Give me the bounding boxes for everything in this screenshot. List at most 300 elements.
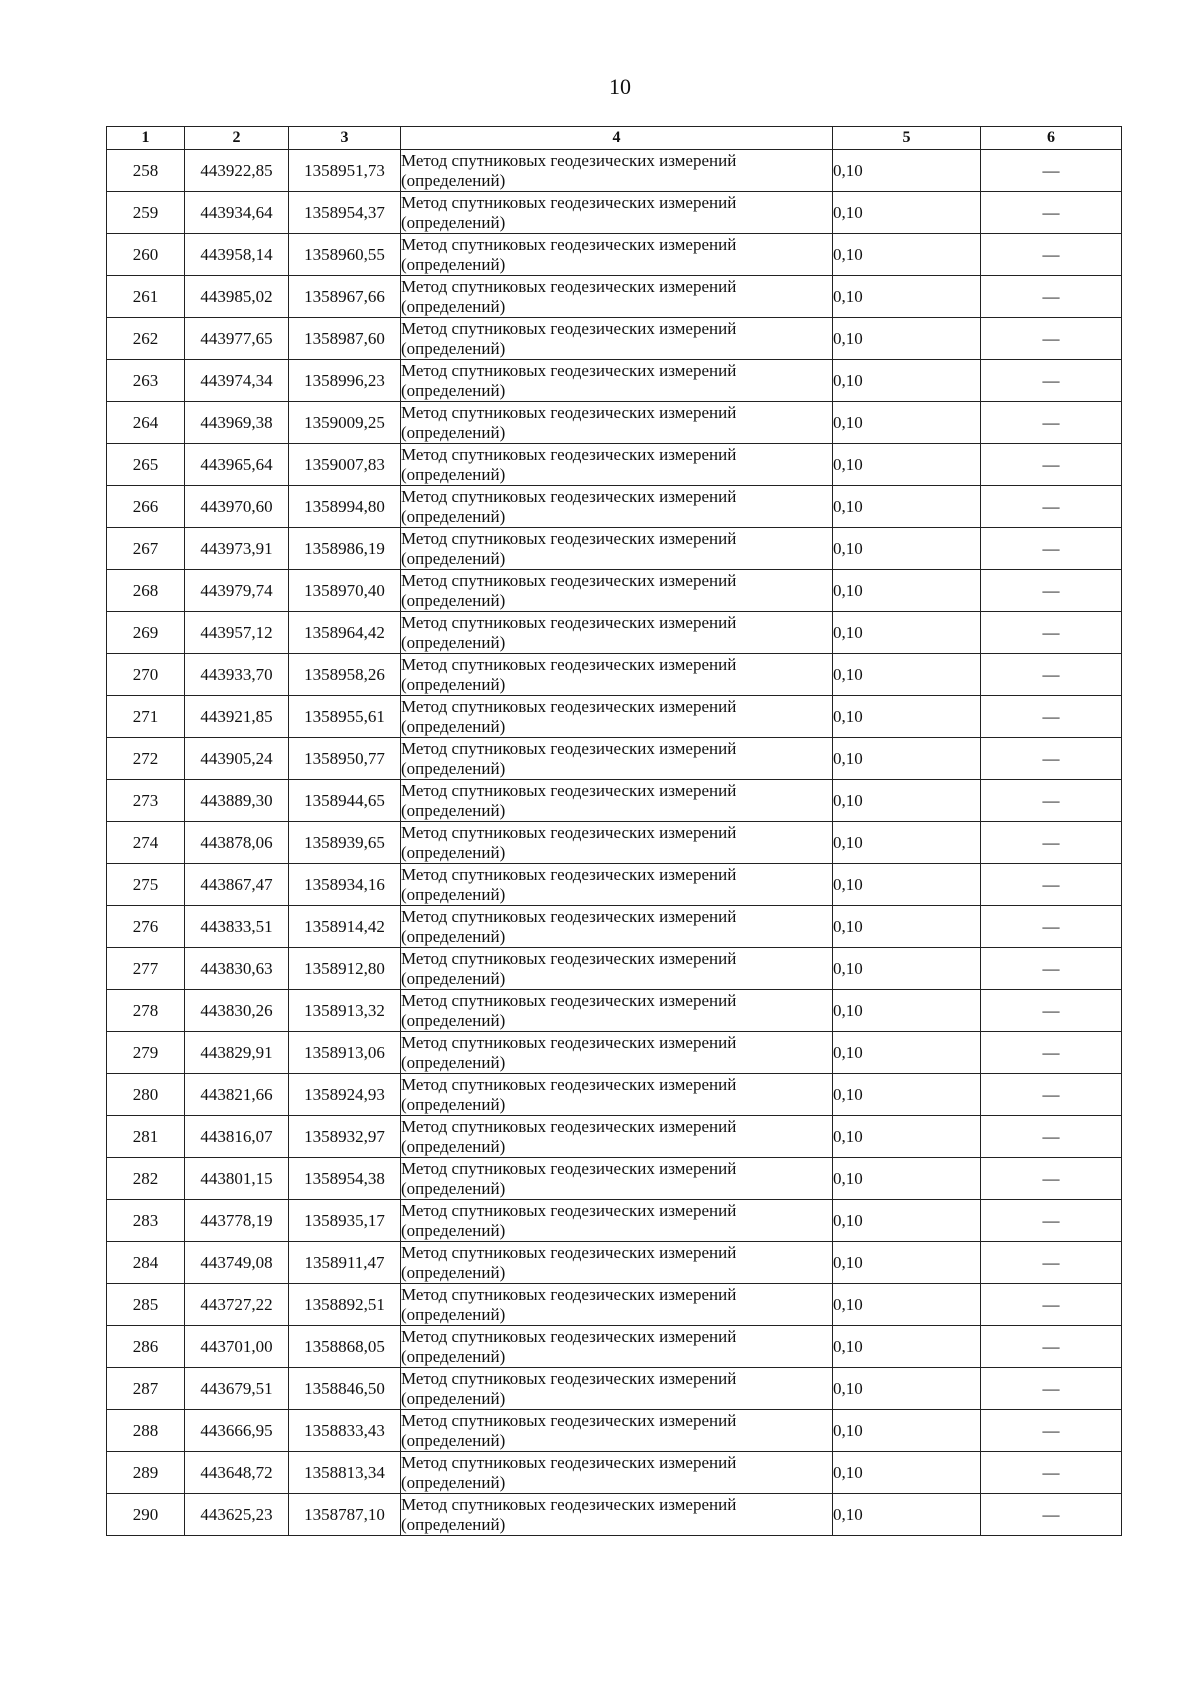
table-row <box>107 654 1122 696</box>
note-cell: — <box>981 1368 1122 1410</box>
accuracy-cell: 0,10 <box>833 402 981 444</box>
method-text-line-2: (определений) <box>401 1052 506 1072</box>
y-coordinate-cell: 1358813,34 <box>289 1452 401 1494</box>
x-coordinate-cell: 443933,70 <box>185 654 289 696</box>
y-coordinate-cell: 1358954,37 <box>289 192 401 234</box>
point-number-cell: 284 <box>107 1242 185 1284</box>
method-text-line-1: Метод спутниковых геодезических измерений <box>401 822 737 842</box>
method-text-line-1: Метод спутниковых геодезических измерений <box>401 360 737 380</box>
point-number-cell: 280 <box>107 1074 185 1116</box>
x-coordinate-cell: 443958,14 <box>185 234 289 276</box>
point-number-cell: 264 <box>107 402 185 444</box>
method-cell <box>401 1494 833 1536</box>
x-coordinate-cell: 443974,34 <box>185 360 289 402</box>
note-cell: — <box>981 1284 1122 1326</box>
accuracy-cell: 0,10 <box>833 1326 981 1368</box>
accuracy-cell: 0,10 <box>833 1452 981 1494</box>
x-coordinate-cell: 443648,72 <box>185 1452 289 1494</box>
table-row <box>107 1074 1122 1116</box>
method-text-line-2: (определений) <box>401 212 506 232</box>
method-cell <box>401 612 833 654</box>
method-text-line-1: Метод спутниковых геодезических измерений <box>401 402 737 422</box>
table-row <box>107 360 1122 402</box>
method-text-line-1: Метод спутниковых геодезических измерений <box>401 1368 737 1388</box>
accuracy-cell: 0,10 <box>833 444 981 486</box>
x-coordinate-cell: 443625,23 <box>185 1494 289 1536</box>
x-coordinate-cell: 443867,47 <box>185 864 289 906</box>
method-text-line-2: (определений) <box>401 1010 506 1030</box>
point-number-cell: 273 <box>107 780 185 822</box>
table-row <box>107 1158 1122 1200</box>
accuracy-cell: 0,10 <box>833 570 981 612</box>
accuracy-cell: 0,10 <box>833 906 981 948</box>
table-row <box>107 1284 1122 1326</box>
method-cell <box>401 150 833 192</box>
y-coordinate-cell: 1358846,50 <box>289 1368 401 1410</box>
y-coordinate-cell: 1358932,97 <box>289 1116 401 1158</box>
x-coordinate-cell: 443801,15 <box>185 1158 289 1200</box>
table-row <box>107 1032 1122 1074</box>
method-cell <box>401 906 833 948</box>
table-row <box>107 696 1122 738</box>
accuracy-cell: 0,10 <box>833 1242 981 1284</box>
note-cell: — <box>981 486 1122 528</box>
method-text-line-1: Метод спутниковых геодезических измерений <box>401 1158 737 1178</box>
method-text-line-1: Метод спутниковых геодезических измерений <box>401 1494 737 1514</box>
y-coordinate-cell: 1358934,16 <box>289 864 401 906</box>
method-text-line-1: Метод спутниковых геодезических измерений <box>401 1242 737 1262</box>
y-coordinate-cell: 1358913,06 <box>289 1032 401 1074</box>
note-cell: — <box>981 1410 1122 1452</box>
header-col-1: 1 <box>107 127 185 150</box>
method-cell <box>401 1074 833 1116</box>
method-text-line-1: Метод спутниковых геодезических измерений <box>401 570 737 590</box>
note-cell: — <box>981 1158 1122 1200</box>
accuracy-cell: 0,10 <box>833 1158 981 1200</box>
method-cell <box>401 1368 833 1410</box>
y-coordinate-cell: 1358944,65 <box>289 780 401 822</box>
x-coordinate-cell: 443921,85 <box>185 696 289 738</box>
method-text-line-1: Метод спутниковых геодезических измерений <box>401 192 737 212</box>
method-text-line-1: Метод спутниковых геодезических измерений <box>401 780 737 800</box>
y-coordinate-cell: 1359007,83 <box>289 444 401 486</box>
method-cell <box>401 1410 833 1452</box>
method-text-line-1: Метод спутниковых геодезических измерений <box>401 1452 737 1472</box>
y-coordinate-cell: 1358787,10 <box>289 1494 401 1536</box>
y-coordinate-cell: 1358970,40 <box>289 570 401 612</box>
table-row <box>107 1452 1122 1494</box>
table-row <box>107 192 1122 234</box>
note-cell: — <box>981 528 1122 570</box>
y-coordinate-cell: 1358914,42 <box>289 906 401 948</box>
note-cell: — <box>981 234 1122 276</box>
y-coordinate-cell: 1358913,32 <box>289 990 401 1032</box>
method-cell <box>401 234 833 276</box>
method-text-line-1: Метод спутниковых геодезических измерений <box>401 276 737 296</box>
header-col-6: 6 <box>981 127 1122 150</box>
method-text-line-2: (определений) <box>401 590 506 610</box>
point-number-cell: 260 <box>107 234 185 276</box>
point-number-cell: 276 <box>107 906 185 948</box>
table-row <box>107 528 1122 570</box>
accuracy-cell: 0,10 <box>833 486 981 528</box>
y-coordinate-cell: 1358986,19 <box>289 528 401 570</box>
table-row <box>107 1326 1122 1368</box>
method-cell <box>401 1116 833 1158</box>
x-coordinate-cell: 443922,85 <box>185 150 289 192</box>
x-coordinate-cell: 443821,66 <box>185 1074 289 1116</box>
accuracy-cell: 0,10 <box>833 192 981 234</box>
x-coordinate-cell: 443679,51 <box>185 1368 289 1410</box>
note-cell: — <box>981 612 1122 654</box>
note-cell: — <box>981 822 1122 864</box>
point-number-cell: 271 <box>107 696 185 738</box>
method-text-line-1: Метод спутниковых геодезических измерений <box>401 948 737 968</box>
method-cell <box>401 1242 833 1284</box>
point-number-cell: 288 <box>107 1410 185 1452</box>
method-text-line-1: Метод спутниковых геодезических измерений <box>401 654 737 674</box>
table-row <box>107 906 1122 948</box>
method-cell <box>401 864 833 906</box>
method-text-line-1: Метод спутниковых геодезических измерений <box>401 864 737 884</box>
method-text-line-1: Метод спутниковых геодезических измерений <box>401 1410 737 1430</box>
point-number-cell: 287 <box>107 1368 185 1410</box>
x-coordinate-cell: 443957,12 <box>185 612 289 654</box>
note-cell: — <box>981 192 1122 234</box>
note-cell: — <box>981 1074 1122 1116</box>
method-text-line-1: Метод спутниковых геодезических измерений <box>401 696 737 716</box>
table-row <box>107 444 1122 486</box>
y-coordinate-cell: 1358868,05 <box>289 1326 401 1368</box>
y-coordinate-cell: 1358964,42 <box>289 612 401 654</box>
method-cell <box>401 444 833 486</box>
point-number-cell: 278 <box>107 990 185 1032</box>
note-cell: — <box>981 696 1122 738</box>
accuracy-cell: 0,10 <box>833 1200 981 1242</box>
y-coordinate-cell: 1358954,38 <box>289 1158 401 1200</box>
accuracy-cell: 0,10 <box>833 948 981 990</box>
point-number-cell: 274 <box>107 822 185 864</box>
y-coordinate-cell: 1358994,80 <box>289 486 401 528</box>
point-number-cell: 285 <box>107 1284 185 1326</box>
method-text-line-2: (определений) <box>401 1346 506 1366</box>
method-text-line-1: Метод спутниковых геодезических измерений <box>401 1284 737 1304</box>
note-cell: — <box>981 444 1122 486</box>
note-cell: — <box>981 1242 1122 1284</box>
y-coordinate-cell: 1358987,60 <box>289 318 401 360</box>
header-col-2: 2 <box>185 127 289 150</box>
note-cell: — <box>981 1116 1122 1158</box>
method-cell <box>401 276 833 318</box>
point-number-cell: 268 <box>107 570 185 612</box>
method-text-line-2: (определений) <box>401 674 506 694</box>
table-row <box>107 864 1122 906</box>
note-cell: — <box>981 654 1122 696</box>
table-row <box>107 1242 1122 1284</box>
x-coordinate-cell: 443889,30 <box>185 780 289 822</box>
header-col-4: 4 <box>401 127 833 150</box>
method-cell <box>401 192 833 234</box>
x-coordinate-cell: 443701,00 <box>185 1326 289 1368</box>
accuracy-cell: 0,10 <box>833 1368 981 1410</box>
accuracy-cell: 0,10 <box>833 234 981 276</box>
method-text-line-1: Метод спутниковых геодезических измерений <box>401 1116 737 1136</box>
method-text-line-1: Метод спутниковых геодезических измерений <box>401 990 737 1010</box>
y-coordinate-cell: 1358967,66 <box>289 276 401 318</box>
point-number-cell: 270 <box>107 654 185 696</box>
table-row <box>107 990 1122 1032</box>
method-text-line-2: (определений) <box>401 254 506 274</box>
method-text-line-2: (определений) <box>401 1220 506 1240</box>
y-coordinate-cell: 1358935,17 <box>289 1200 401 1242</box>
point-number-cell: 265 <box>107 444 185 486</box>
method-cell <box>401 1326 833 1368</box>
y-coordinate-cell: 1359009,25 <box>289 402 401 444</box>
method-text-line-2: (определений) <box>401 716 506 736</box>
method-text-line-1: Метод спутниковых геодезических измерений <box>401 528 737 548</box>
note-cell: — <box>981 738 1122 780</box>
method-text-line-2: (определений) <box>401 464 506 484</box>
method-cell <box>401 990 833 1032</box>
y-coordinate-cell: 1358911,47 <box>289 1242 401 1284</box>
x-coordinate-cell: 443970,60 <box>185 486 289 528</box>
accuracy-cell: 0,10 <box>833 780 981 822</box>
method-cell <box>401 654 833 696</box>
method-text-line-2: (определений) <box>401 296 506 316</box>
method-text-line-2: (определений) <box>401 1472 506 1492</box>
y-coordinate-cell: 1358951,73 <box>289 150 401 192</box>
method-cell <box>401 402 833 444</box>
method-text-line-2: (определений) <box>401 884 506 904</box>
table-row <box>107 822 1122 864</box>
y-coordinate-cell: 1358939,65 <box>289 822 401 864</box>
method-text-line-2: (определений) <box>401 800 506 820</box>
y-coordinate-cell: 1358950,77 <box>289 738 401 780</box>
method-text-line-2: (определений) <box>401 1178 506 1198</box>
accuracy-cell: 0,10 <box>833 696 981 738</box>
header-col-5: 5 <box>833 127 981 150</box>
x-coordinate-cell: 443977,65 <box>185 318 289 360</box>
method-text-line-1: Метод спутниковых геодезических измерений <box>401 738 737 758</box>
method-cell <box>401 696 833 738</box>
accuracy-cell: 0,10 <box>833 1410 981 1452</box>
method-text-line-2: (определений) <box>401 1388 506 1408</box>
accuracy-cell: 0,10 <box>833 1116 981 1158</box>
note-cell: — <box>981 780 1122 822</box>
accuracy-cell: 0,10 <box>833 654 981 696</box>
header-row <box>107 127 1122 150</box>
note-cell: — <box>981 1326 1122 1368</box>
x-coordinate-cell: 443830,63 <box>185 948 289 990</box>
note-cell: — <box>981 276 1122 318</box>
method-text-line-2: (определений) <box>401 422 506 442</box>
point-number-cell: 275 <box>107 864 185 906</box>
x-coordinate-cell: 443965,64 <box>185 444 289 486</box>
method-text-line-2: (определений) <box>401 1430 506 1450</box>
y-coordinate-cell: 1358833,43 <box>289 1410 401 1452</box>
x-coordinate-cell: 443979,74 <box>185 570 289 612</box>
table-body <box>107 150 1122 1536</box>
point-number-cell: 262 <box>107 318 185 360</box>
method-cell <box>401 360 833 402</box>
x-coordinate-cell: 443969,38 <box>185 402 289 444</box>
point-number-cell: 269 <box>107 612 185 654</box>
table-row <box>107 402 1122 444</box>
accuracy-cell: 0,10 <box>833 150 981 192</box>
method-text-line-2: (определений) <box>401 1094 506 1114</box>
point-number-cell: 289 <box>107 1452 185 1494</box>
x-coordinate-cell: 443666,95 <box>185 1410 289 1452</box>
x-coordinate-cell: 443934,64 <box>185 192 289 234</box>
point-number-cell: 290 <box>107 1494 185 1536</box>
method-text-line-2: (определений) <box>401 338 506 358</box>
method-cell <box>401 822 833 864</box>
method-text-line-2: (определений) <box>401 548 506 568</box>
y-coordinate-cell: 1358960,55 <box>289 234 401 276</box>
point-number-cell: 279 <box>107 1032 185 1074</box>
method-text-line-2: (определений) <box>401 1262 506 1282</box>
note-cell: — <box>981 1452 1122 1494</box>
x-coordinate-cell: 443833,51 <box>185 906 289 948</box>
table-row <box>107 948 1122 990</box>
point-number-cell: 281 <box>107 1116 185 1158</box>
point-number-cell: 263 <box>107 360 185 402</box>
accuracy-cell: 0,10 <box>833 738 981 780</box>
method-cell <box>401 1452 833 1494</box>
accuracy-cell: 0,10 <box>833 1284 981 1326</box>
x-coordinate-cell: 443816,07 <box>185 1116 289 1158</box>
note-cell: — <box>981 1494 1122 1536</box>
coordinates-table <box>106 126 1122 1536</box>
method-text-line-1: Метод спутниковых геодезических измерений <box>401 612 737 632</box>
method-text-line-2: (определений) <box>401 1136 506 1156</box>
method-text-line-1: Метод спутниковых геодезических измерений <box>401 1074 737 1094</box>
table-row <box>107 234 1122 276</box>
note-cell: — <box>981 1032 1122 1074</box>
table-row <box>107 780 1122 822</box>
accuracy-cell: 0,10 <box>833 318 981 360</box>
table-row <box>107 738 1122 780</box>
note-cell: — <box>981 150 1122 192</box>
point-number-cell: 286 <box>107 1326 185 1368</box>
method-text-line-2: (определений) <box>401 632 506 652</box>
method-text-line-2: (определений) <box>401 1514 506 1534</box>
method-text-line-1: Метод спутниковых геодезических измерений <box>401 1200 737 1220</box>
note-cell: — <box>981 864 1122 906</box>
note-cell: — <box>981 906 1122 948</box>
method-text-line-2: (определений) <box>401 506 506 526</box>
y-coordinate-cell: 1358996,23 <box>289 360 401 402</box>
x-coordinate-cell: 443829,91 <box>185 1032 289 1074</box>
table-row <box>107 612 1122 654</box>
y-coordinate-cell: 1358912,80 <box>289 948 401 990</box>
header-col-3: 3 <box>289 127 401 150</box>
accuracy-cell: 0,10 <box>833 990 981 1032</box>
note-cell: — <box>981 318 1122 360</box>
table-row <box>107 1368 1122 1410</box>
accuracy-cell: 0,10 <box>833 1074 981 1116</box>
accuracy-cell: 0,10 <box>833 1032 981 1074</box>
method-cell <box>401 948 833 990</box>
point-number-cell: 267 <box>107 528 185 570</box>
note-cell: — <box>981 990 1122 1032</box>
page-number: 10 <box>609 74 631 99</box>
accuracy-cell: 0,10 <box>833 1494 981 1536</box>
point-number-cell: 258 <box>107 150 185 192</box>
x-coordinate-cell: 443727,22 <box>185 1284 289 1326</box>
method-text-line-1: Метод спутниковых геодезических измерений <box>401 234 737 254</box>
method-text-line-2: (определений) <box>401 758 506 778</box>
method-text-line-1: Метод спутниковых геодезических измерений <box>401 906 737 926</box>
accuracy-cell: 0,10 <box>833 276 981 318</box>
table-row <box>107 276 1122 318</box>
method-text-line-2: (определений) <box>401 170 506 190</box>
x-coordinate-cell: 443905,24 <box>185 738 289 780</box>
accuracy-cell: 0,10 <box>833 864 981 906</box>
method-text-line-1: Метод спутниковых геодезических измерений <box>401 444 737 464</box>
accuracy-cell: 0,10 <box>833 612 981 654</box>
y-coordinate-cell: 1358924,93 <box>289 1074 401 1116</box>
table-row <box>107 1494 1122 1536</box>
method-cell <box>401 528 833 570</box>
table-row <box>107 150 1122 192</box>
method-text-line-2: (определений) <box>401 926 506 946</box>
method-cell <box>401 1158 833 1200</box>
accuracy-cell: 0,10 <box>833 360 981 402</box>
method-cell <box>401 780 833 822</box>
method-text-line-2: (определений) <box>401 842 506 862</box>
note-cell: — <box>981 1200 1122 1242</box>
x-coordinate-cell: 443878,06 <box>185 822 289 864</box>
method-cell <box>401 1200 833 1242</box>
method-cell <box>401 1284 833 1326</box>
accuracy-cell: 0,10 <box>833 528 981 570</box>
table-row <box>107 1410 1122 1452</box>
point-number-cell: 259 <box>107 192 185 234</box>
y-coordinate-cell: 1358958,26 <box>289 654 401 696</box>
method-cell <box>401 318 833 360</box>
table-row <box>107 1116 1122 1158</box>
point-number-cell: 266 <box>107 486 185 528</box>
point-number-cell: 282 <box>107 1158 185 1200</box>
note-cell: — <box>981 360 1122 402</box>
method-cell <box>401 570 833 612</box>
method-text-line-2: (определений) <box>401 1304 506 1324</box>
table-row <box>107 318 1122 360</box>
point-number-cell: 283 <box>107 1200 185 1242</box>
note-cell: — <box>981 570 1122 612</box>
point-number-cell: 272 <box>107 738 185 780</box>
method-text-line-1: Метод спутниковых геодезических измерений <box>401 318 737 338</box>
method-text-line-1: Метод спутниковых геодезических измерений <box>401 486 737 506</box>
note-cell: — <box>981 948 1122 990</box>
method-text-line-1: Метод спутниковых геодезических измерений <box>401 1032 737 1052</box>
y-coordinate-cell: 1358892,51 <box>289 1284 401 1326</box>
x-coordinate-cell: 443830,26 <box>185 990 289 1032</box>
point-number-cell: 261 <box>107 276 185 318</box>
table-row <box>107 570 1122 612</box>
x-coordinate-cell: 443749,08 <box>185 1242 289 1284</box>
y-coordinate-cell: 1358955,61 <box>289 696 401 738</box>
method-cell <box>401 1032 833 1074</box>
point-number-cell: 277 <box>107 948 185 990</box>
x-coordinate-cell: 443973,91 <box>185 528 289 570</box>
x-coordinate-cell: 443985,02 <box>185 276 289 318</box>
note-cell: — <box>981 402 1122 444</box>
accuracy-cell: 0,10 <box>833 822 981 864</box>
method-text-line-2: (определений) <box>401 968 506 988</box>
method-cell <box>401 486 833 528</box>
